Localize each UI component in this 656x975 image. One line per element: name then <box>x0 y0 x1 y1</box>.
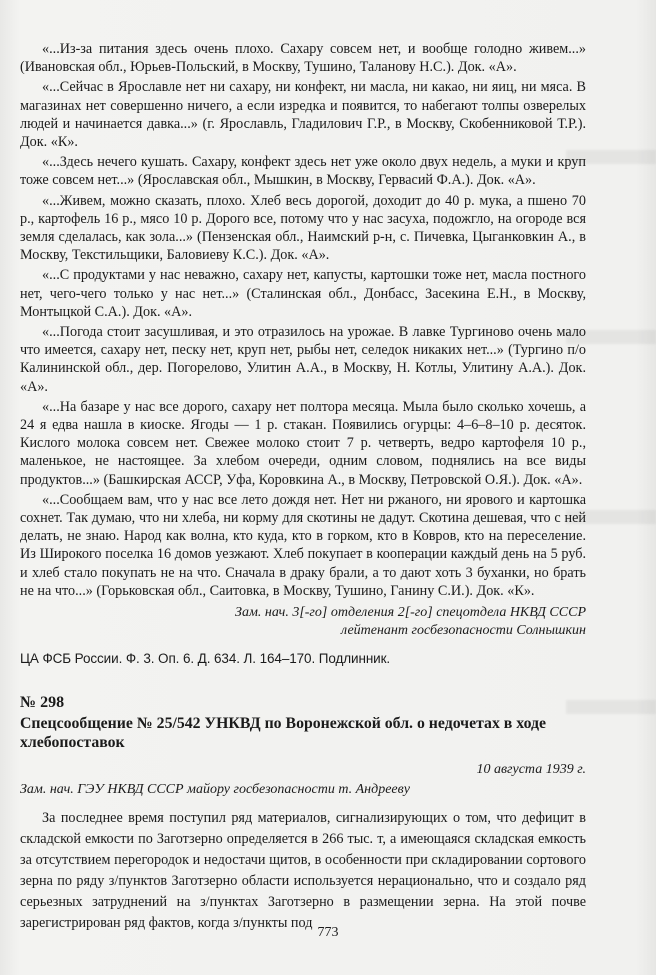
letter-quote: «...Из-за питания здесь очень плохо. Сахару совсем нет, и вообще голодно живем...» (Ивановская обл., Юрьев-Польский, в Москву, Тушино, Таланову Н.С.). Док. «А». <box>20 41 586 76</box>
signature-position: Зам. нач. 3[-го] отделения 2[-го] спецотдела НКВД СССР <box>235 605 586 621</box>
document-title: Спецсообщение № 25/542 УНКВД по Воронежской обл. о недочетах в ходе хлебопоставок <box>20 715 547 752</box>
body-paragraph: За последнее время поступил ряд материалов, сигнализирующих о том, что дефицит в складской емкости по Заготзерно определяется в 266 тыс. т, а имеющаяся складская емкость за отсутствием перегородок и недостачи щитов, в особенности при складировании сортового зерна по ряду з/пунктов Заготзерно области используется нерационально, что и создало ряд серьезных затруднений на з/пунктах Заготзерно в размещении зерна. На этой почве зарегистрирован ряд фактов, когда з/пункты под <box>20 810 586 932</box>
letter-quote: «...Погода стоит засушливая, и это отразилось на урожае. В лавке Тургиново очень мало что имеется, сахару нет, песку нет, круп нет, рыбы нет, селедок никаких нет...» (Тургино п/о Калининской обл., дер. Погорелово, Улитин А.А., в Москву, Н. Котлы, Улитину А.А.). Док. «А». <box>20 324 586 395</box>
page-number: 773 <box>317 925 339 940</box>
letter-quote: «...Живем, можно сказать, плохо. Хлеб весь дорогой, доходит до 40 р. мука, а пшено 70 р., картофель 16 р., мясо 10 р. Дорого все, потому что у нас засуха, подожгло, на огороде вся земля сделалась, как зола...» (Пензенская обл., Наимский р-н, с. Пичевка, Цыганковкин А., в Москву, Текстильщики, Баловиеву К.С.). Док. «А». <box>20 192 586 264</box>
document-body <box>20 808 586 934</box>
page-content <box>20 40 586 934</box>
signature-block <box>20 604 586 639</box>
document-addressee: Зам. нач. ГЭУ НКВД СССР майору госбезопасности т. Андрееву <box>20 782 410 798</box>
letter-quote: «...Сейчас в Ярославле нет ни сахару, ни конфект, ни масла, ни какао, ни яиц, ни мяса. В магазинах нет совершенно ничего, а если изредка и появится, то набегают толпы озверелых людей и начинается давка...» (г. Ярославль, Гладилович Г.Р., в Москву, Скобенниковой Т.Р.). Док. «К». <box>20 79 586 151</box>
letter-quote: «...Сообщаем вам, что у нас все лето дождя нет. Нет ни ржаного, ни ярового и картошка сохнет. Так думаю, что ни хлеба, ни корму для скотины не дадут. Скотина дешевая, что с ней делать, не знаю. Народ как волна, кто куда, кто в горком, кто в Ковров, кто на переселение. Из Широкого поселка 16 домов уезжают. Хлеб покупает в кооперации каждый день на 5 руб. и хлеб стало покупать не на что. Сначала в драку брали, а то дают хоть 3 буханки, но брать не на что...» (Горьковская обл., Саитовка, в Москву, Тушино, Ганину С.И.). Док. «К». <box>20 491 586 599</box>
letter-quote: «...С продуктами у нас неважно, сахару нет, капусты, картошки тоже нет, масла постного нет, чего-чего только у нас нет...» (Сталинская обл., Донбасс, Засекина Е.Н., в Москву, Монтыцкой С.А.). Док. «А». <box>20 267 586 320</box>
archive-reference: ЦА ФСБ России. Ф. 3. Оп. 6. Д. 634. Л. 164–170. Подлинник. <box>20 651 391 667</box>
letter-quote: «...На базаре у нас все дорого, сахару нет полтора месяца. Мыла было сколько хочешь, а 24 я едва нашла в киоске. Ягоды — 1 р. стакан. Появились огурцы: 4–6–8–10 р. десяток. Кислого молока совсем нет. Свежее молоко стоит 7 р. четверть, ведро картофеля 10 р., маленькое, не настоящее. За хлебом очереди, одним словом, поднялись на все виды продуктов...» (Башкирская АССР, Уфа, Коровкина А., в Москву, Петровской О.Я.). Док. «А». <box>20 398 586 488</box>
document-date: 10 августа 1939 г. <box>476 762 586 778</box>
signature-name: лейтенант госбезопасности Солнышкин <box>341 622 586 638</box>
letter-quote: «...Здесь нечего кушать. Сахару, конфект здесь нет уже около двух недель, а муки и круп тоже совсем нет...» (Ярославская обл., Мышкин, в Москву, Гервасий Ф.А.). Док. «А». <box>20 154 586 189</box>
document-number: № 298 <box>20 694 65 712</box>
